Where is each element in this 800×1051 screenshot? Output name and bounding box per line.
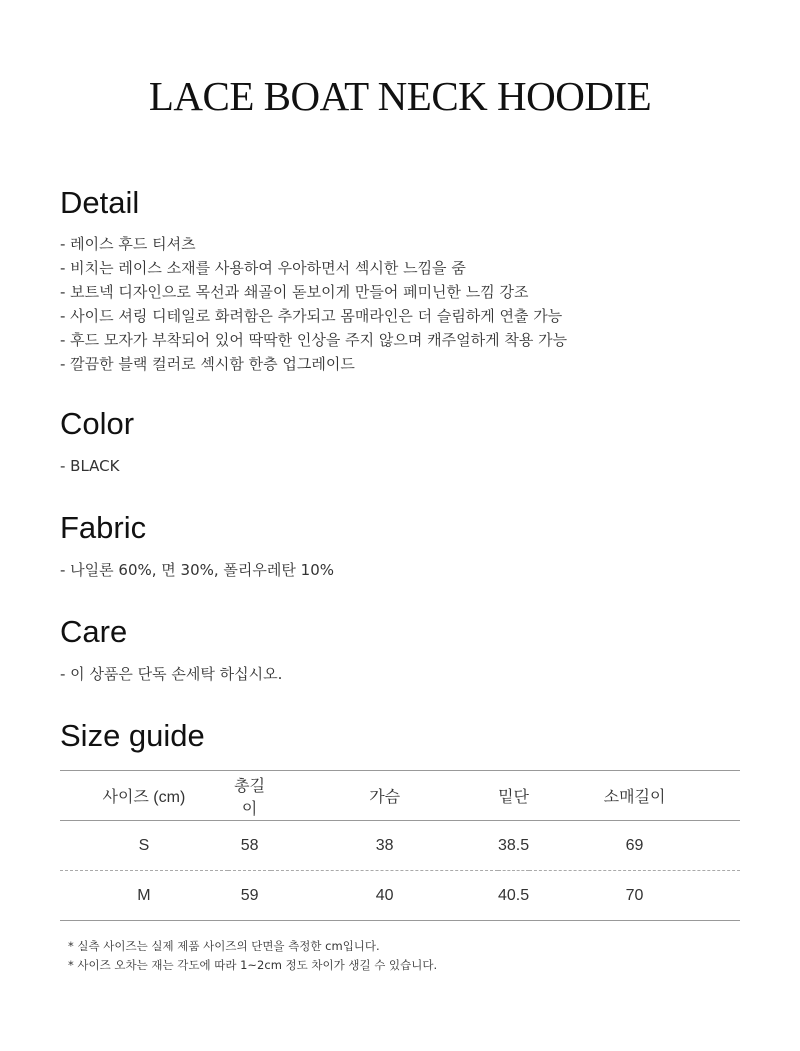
size-cell: 69 (529, 821, 740, 871)
detail-line: - 후드 모자가 부착되어 있어 딱딱한 인상을 주지 않으며 캐주얼하게 착용 가능 (60, 331, 568, 349)
size-cell: 38 (271, 821, 498, 871)
color-heading: Color (60, 406, 135, 441)
color-list (60, 454, 119, 478)
detail-heading: Detail (60, 185, 140, 220)
size-table (60, 770, 740, 921)
product-title: LACE BOAT NECK HOODIE (148, 73, 652, 119)
size-cell: 59 (240, 886, 259, 904)
table-row (60, 871, 740, 921)
size-cell: S (60, 821, 228, 871)
size-header-cell: 사이즈 (cm) (60, 771, 228, 821)
detail-line: - 비치는 레이스 소재를 사용하여 우아하면서 섹시한 느낌을 줌 (60, 259, 466, 277)
size-cell: 70 (625, 886, 644, 904)
detail-line: - 레이스 후드 티셔츠 (60, 235, 196, 253)
size-header-cell: 소매길이 (529, 771, 740, 821)
size-notes (68, 937, 437, 975)
care-heading: Care (60, 614, 128, 649)
size-cell: 58 (228, 821, 272, 871)
size-cell: M (137, 886, 151, 904)
fabric-line: - 나일론 60%, 면 30%, 폴리우레탄 10% (60, 561, 334, 579)
size-header-cell: 밑단 (498, 771, 529, 821)
table-row (60, 821, 740, 871)
detail-line: - 보트넥 디자인으로 목선과 쇄골이 돋보이게 만들어 페미닌한 느낌 강조 (60, 283, 529, 301)
size-cell: 40.5 (497, 886, 530, 904)
detail-line: - 깔끔한 블랙 컬러로 섹시함 한층 업그레이드 (60, 355, 355, 373)
size-guide-heading: Size guide (60, 718, 205, 753)
fabric-list (60, 558, 334, 582)
size-header-cell: 총길이 (228, 771, 272, 821)
size-table-header-row (60, 771, 740, 821)
size-cell: 40 (375, 886, 394, 904)
fabric-heading: Fabric (60, 510, 147, 545)
size-cell: 38.5 (498, 821, 529, 871)
size-note: * 사이즈 오차는 재는 각도에 따라 1~2cm 정도 차이가 생길 수 있습니다. (68, 958, 438, 972)
detail-line: - 사이드 셔링 디테일로 화려함은 추가되고 몸매라인은 더 슬림하게 연출 가능 (60, 307, 563, 325)
size-header-cell: 가슴 (271, 771, 498, 821)
care-list (60, 662, 282, 686)
color-line: - BLACK (60, 457, 120, 475)
care-line: - 이 상품은 단독 손세탁 하십시오. (60, 665, 283, 683)
detail-list (60, 232, 567, 376)
size-note: * 실측 사이즈는 실제 제품 사이즈의 단면을 측정한 cm입니다. (68, 939, 380, 953)
